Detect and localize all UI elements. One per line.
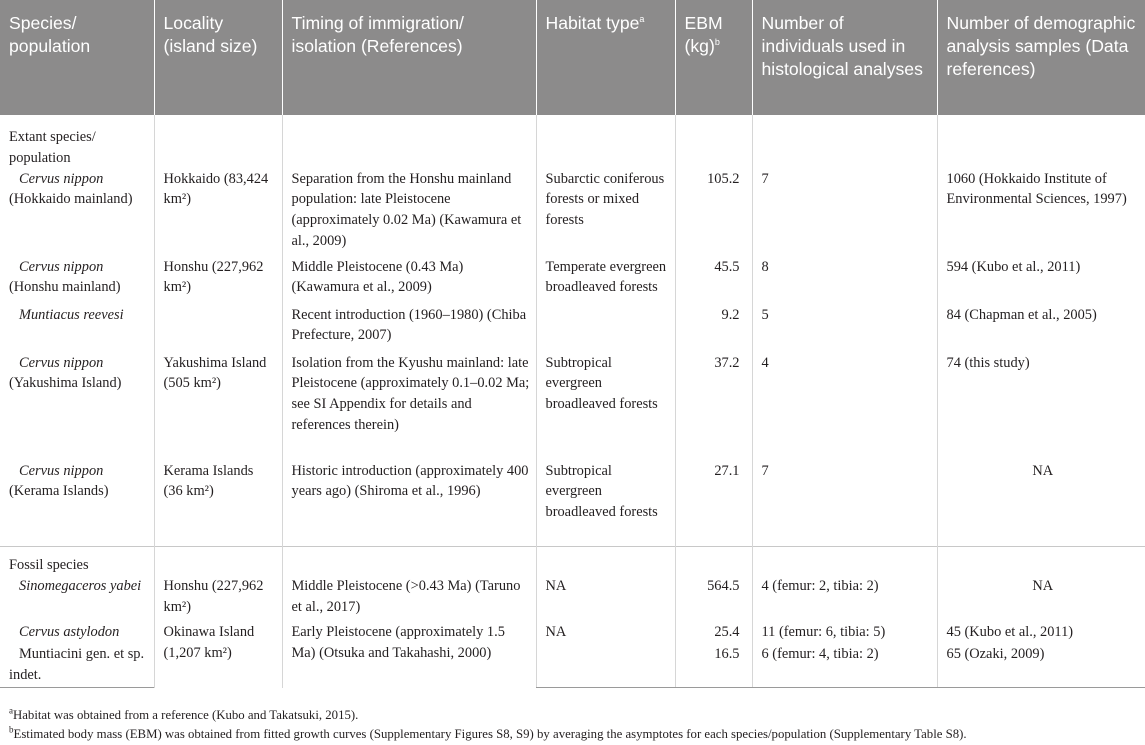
demographic-cell: 84 (Chapman et al., 2005) (937, 305, 1145, 353)
timing-cell: Recent introduction (1960–1980) (Chiba Prefecture, 2007) (282, 305, 536, 353)
species-cell: Cervus astylodon (19, 623, 120, 640)
footnote-a: $^a$Habitat was obtained from a reference (Kubo and Takatsuki, 2015). (9, 705, 359, 722)
table-row (0, 257, 1145, 305)
ebm-cell: 37.2 (675, 353, 752, 461)
habitat-cell: Subarctic coniferous forests or mixed forests (536, 169, 675, 257)
table-row (0, 169, 1145, 257)
header-ebm: EBM (kg)$^b$ (675, 0, 752, 115)
header-individuals: Number of individuals used in histological analyses (752, 0, 937, 115)
demographic-cell: 594 (Kubo et al., 2011) (937, 257, 1145, 305)
species-cell: Sinomegaceros yabei (19, 577, 142, 594)
individuals-cell: 4 (femur: 2, tibia: 2) (752, 576, 937, 622)
species-cell: Cervus nippon (Kerama Islands) (9, 462, 109, 500)
locality-cell: Honshu (227,962 km²) (154, 576, 282, 622)
section-row-extant (0, 115, 1145, 169)
species-cell: Muntiacus reevesi (19, 306, 124, 323)
individuals-cell: 5 (752, 305, 937, 353)
header-row (0, 0, 1145, 115)
table-row (0, 622, 1145, 644)
locality-cell: Honshu (227,962 km²) (154, 257, 282, 305)
timing-cell: Separation from the Honshu mainland population: late Pleistocene (approximately 0.02 Ma) (Kawamura et al., 2009) (282, 169, 536, 257)
table-row (0, 353, 1145, 461)
ebm-cell: 45.5 (675, 257, 752, 305)
species-cell: Cervus nippon (Yakushima Island) (9, 354, 122, 392)
timing-cell: Isolation from the Kyushu mainland: late Pleistocene (approximately 0.1–0.02 Ma; see SI Appendix for details and references therein) (282, 353, 536, 461)
habitat-cell: Temperate evergreen broadleaved forests (536, 257, 675, 353)
locality-cell: Hokkaido (83,424 km²) (154, 169, 282, 257)
demographic-cell: 1060 (Hokkaido Institute of Environmental Sciences, 1997) (937, 169, 1145, 257)
demographic-cell: NA (937, 576, 1145, 622)
locality-cell (154, 305, 282, 353)
individuals-cell: 7 (752, 169, 937, 257)
ebm-cell: 16.5 (675, 644, 752, 688)
habitat-cell: Subtropical evergreen broadleaved forests (536, 353, 675, 461)
header-locality: Locality (island size) (154, 0, 282, 115)
locality-cell: Kerama Islands (36 km²) (154, 461, 282, 547)
ebm-cell: 25.4 (675, 622, 752, 644)
footnote-b: $^b$Estimated body mass (EBM) was obtained from fitted growth curves (Supplementary Figures S8, S9) by averaging the asymptotes for each species/population (Supplementary Table S8). (9, 724, 967, 741)
individuals-cell: 7 (752, 461, 937, 547)
header-species: Species/ population (0, 0, 154, 115)
species-cell: Muntiacini gen. et sp. indet. (0, 644, 154, 688)
ebm-cell: 105.2 (675, 169, 752, 257)
individuals-cell: 11 (femur: 6, tibia: 5) (752, 622, 937, 644)
species-cell: Cervus nippon (Honshu mainland) (9, 258, 121, 296)
section-row-fossil (0, 547, 1145, 576)
timing-cell: Middle Pleistocene (0.43 Ma) (Kawamura et al., 2009) (282, 257, 536, 305)
habitat-cell: NA (536, 622, 675, 644)
table-row (0, 461, 1145, 547)
demographic-cell: 74 (this study) (937, 353, 1145, 461)
habitat-cell (536, 644, 675, 688)
timing-cell: Historic introduction (approximately 400 years ago) (Shiroma et al., 1996) (282, 461, 536, 547)
header-timing: Timing of immigration/ isolation (References) (282, 0, 536, 115)
locality-cell: Yakushima Island (505 km²) (154, 353, 282, 461)
section-label-extant: Extant species/ population (9, 129, 96, 166)
section-label-fossil: Fossil species (0, 547, 154, 576)
ebm-cell: 564.5 (675, 576, 752, 622)
header-habitat: Habitat type$^a$ (536, 0, 675, 115)
individuals-cell: 8 (752, 257, 937, 305)
ebm-cell: 9.2 (675, 305, 752, 353)
habitat-cell: NA (536, 576, 675, 622)
demographic-cell: 45 (Kubo et al., 2011) (937, 622, 1145, 644)
habitat-cell: Subtropical evergreen broadleaved forests (536, 461, 675, 547)
locality-cell: Okinawa Island (1,207 km²) (154, 622, 282, 688)
timing-cell: Early Pleistocene (approximately 1.5 Ma) (Otsuka and Takahashi, 2000) (282, 622, 536, 688)
timing-cell: Middle Pleistocene (>0.43 Ma) (Taruno et al., 2017) (282, 576, 536, 622)
demographic-cell: 65 (Ozaki, 2009) (937, 644, 1145, 688)
header-demographic: Number of demographic analysis samples (Data references) (937, 0, 1145, 115)
individuals-cell: 4 (752, 353, 937, 461)
individuals-cell: 6 (femur: 4, tibia: 2) (752, 644, 937, 688)
species-cell: Cervus nippon (Hokkaido mainland) (9, 170, 133, 208)
ebm-cell: 27.1 (675, 461, 752, 547)
table-row (0, 576, 1145, 622)
demographic-cell: NA (937, 461, 1145, 547)
